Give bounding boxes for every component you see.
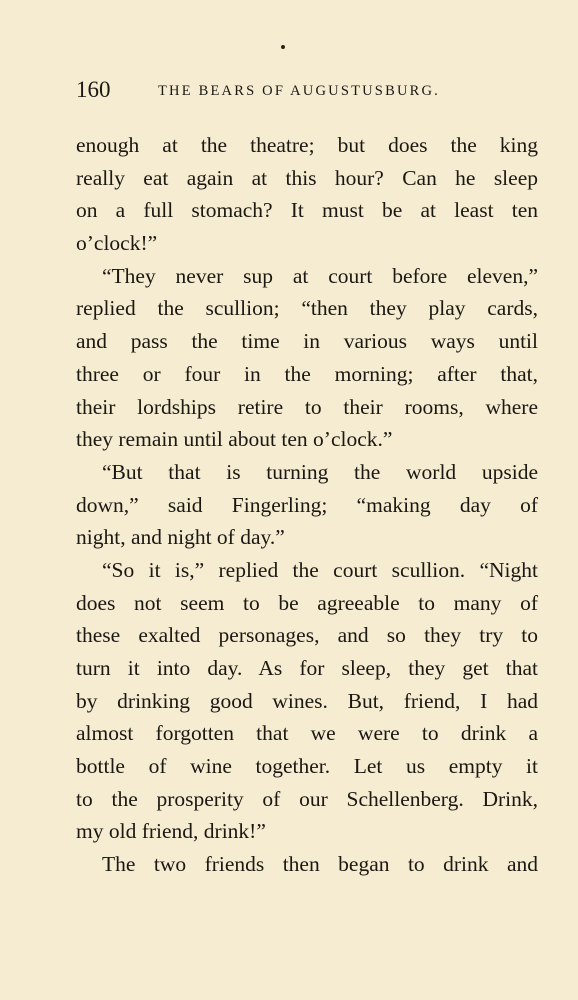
text-line: bottle of wine together. Let us empty it — [76, 754, 538, 779]
text-line: “But that is turning the world upside — [102, 459, 538, 484]
text-line: enough at the theatre; but does the king — [76, 133, 538, 157]
text-line: these exalted personages, and so they try to — [76, 623, 538, 648]
body-text — [76, 129, 538, 881]
text-line: and pass the time in various ways until — [76, 329, 538, 354]
text-line: my old friend, drink!” — [76, 819, 266, 844]
text-line: to the prosperity of our Schellenberg. Drink, — [76, 786, 538, 811]
text-line: on a full stomach? It must be at least ten — [76, 198, 538, 223]
text-line: “So it is,” replied the court scullion. “Night — [102, 557, 538, 582]
text-line: turn it into day. As for sleep, they get that — [76, 656, 538, 680]
text-line: The two friends then began to drink and — [102, 852, 538, 877]
text-line: almost forgotten that we were to drink a — [76, 721, 538, 746]
ink-speck — [281, 45, 285, 49]
text-line: really eat again at this hour? Can he sleep — [76, 165, 538, 190]
text-line: does not seem to be agreeable to many of — [76, 590, 538, 615]
text-line: three or four in the morning; after that, — [76, 361, 538, 386]
text-line: o’clock!” — [76, 231, 158, 256]
text-line: their lordships retire to their rooms, where — [76, 394, 538, 419]
text-line: night, and night of day.” — [76, 525, 285, 550]
text-line: by drinking good wines. But, friend, I had — [76, 688, 538, 713]
running-title: THE BEARS OF AUGUSTUSBURG. — [158, 83, 440, 99]
text-line: they remain until about ten o’clock.” — [76, 427, 393, 452]
page-number: 160 — [76, 77, 111, 102]
text-line: down,” said Fingerling; “making day of — [76, 492, 538, 517]
text-line: replied the scullion; “then they play cards, — [76, 296, 538, 321]
page-header — [76, 74, 536, 106]
text-line: “They never sup at court before eleven,” — [102, 263, 538, 288]
